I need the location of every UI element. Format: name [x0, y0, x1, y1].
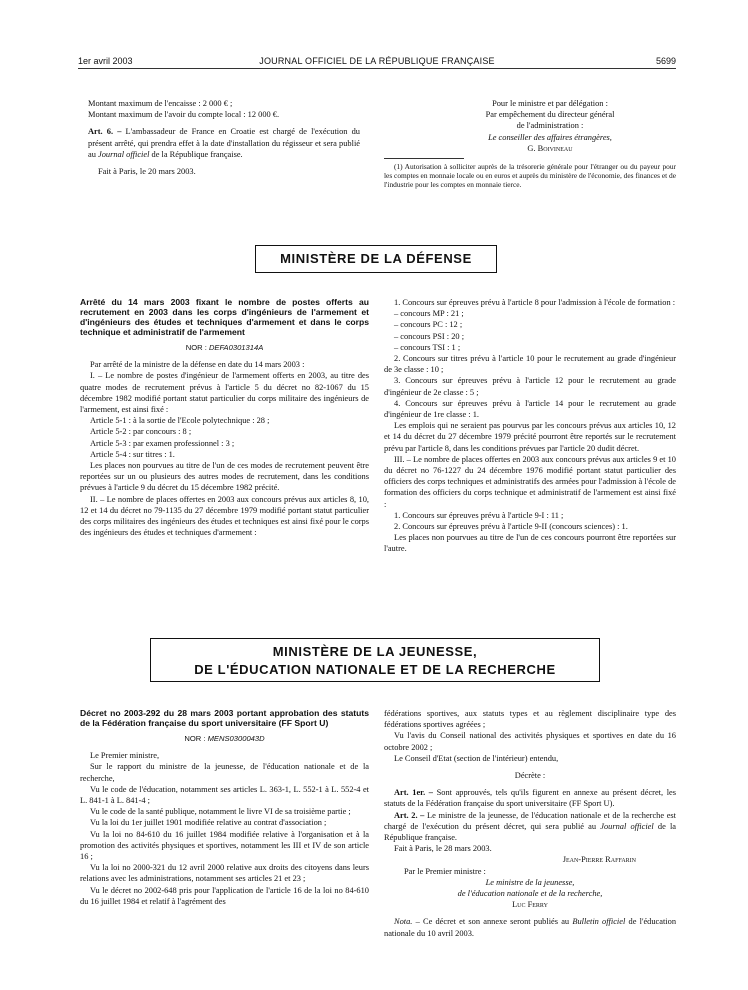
article-6-jo: Journal officiel — [98, 149, 150, 159]
defense-paragraph: Par arrêté de la ministre de la défense en date du 14 mars 2003 : — [90, 360, 305, 370]
education-right-column — [384, 708, 676, 939]
top-right-column — [384, 98, 676, 189]
ministry-education-line-2: DE L'ÉDUCATION NATIONALE ET DE LA RECHERCHE — [194, 662, 556, 677]
article-2 — [384, 810, 676, 844]
education-nor — [80, 733, 369, 744]
header-journal-title: JOURNAL OFFICIEL DE LA RÉPUBLIQUE FRANÇAISE — [259, 56, 495, 66]
article-6-end: de la République française. — [149, 149, 243, 159]
education-paragraph: Vu le code de l'éducation, notamment ses articles L. 363-1, L. 552-1 à L. 552-4 et L. 841-1 à L. 841-4 ; — [80, 784, 369, 806]
education-nor-label: NOR : — [184, 734, 208, 743]
education-paragraph: Le Conseil d'Etat (section de l'intérieur) entendu, — [394, 753, 559, 763]
fait-paris-28: Fait à Paris, le 28 mars 2003. — [394, 844, 492, 854]
nota-text: – Ce décret et son annexe seront publiés au — [412, 917, 573, 927]
article-2-jo: Journal officiel — [600, 821, 654, 831]
page-header — [78, 56, 676, 69]
nota — [384, 916, 676, 938]
ministry-education-line-1: MINISTÈRE DE LA JEUNESSE, — [272, 644, 478, 659]
signer-ferry: Luc Ferry — [512, 900, 548, 910]
defense-arrete-title: Arrêté du 14 mars 2003 fixant le nombre de postes offerts au recrutement en 2003 dans les corps d'ingénieurs de l'armement et d'ingénieurs des études et techniques d'armement et dans le corps technique et administratif de l'armement — [80, 297, 369, 337]
defense-paragraph: Article 5-4 : sur titres : 1. — [90, 449, 175, 459]
par-premier-ministre: Par le Premier ministre : — [404, 866, 486, 876]
education-paragraph: Vu le code de la santé publique, notamment le livre VI de sa troisième partie ; — [90, 807, 351, 817]
signature-line-1: Pour le ministre et par délégation : — [492, 99, 608, 108]
defense-paragraph: III. – Le nombre de places offertes en 2003 aux concours prévus aux articles 9 et 10 du décret no 76-1227 du 24 décembre 1976 modifié portant statut particulier des officiers des corps techniques et administratifs des armées pour l'admission à l'école de formation des officiers du corps technique et administratif de l'armement est ainsi fixé : — [384, 454, 676, 509]
defense-paragraph: Article 5-2 : par concours : 8 ; — [90, 427, 192, 437]
defense-right-column — [384, 297, 676, 555]
decrete-heading: Décrète : — [514, 771, 546, 781]
article-6 — [88, 126, 360, 160]
defense-nor-label: NOR : — [185, 343, 209, 352]
defense-paragraph: 1. Concours sur épreuves prévu à l'article 8 pour l'admission à l'école de formation : — [394, 298, 676, 307]
defense-list-item: – concours TSI : 1 ; — [394, 342, 461, 352]
nota-end: de l'éducation nationale du 10 avril 2003. — [384, 917, 677, 938]
education-paragraph: Vu la loi no 84-610 du 16 juillet 1984 modifiée relative à l'organisation et à la promotion des activités physiques et sportives, notamment les III et IV de son article 16 ; — [80, 829, 369, 862]
minister-title-2: de l'éducation nationale et de la recherche, — [457, 889, 603, 899]
defense-paragraph: Les places non pourvues au titre de l'un de ces concours pourront être reportées sur l'autre. — [384, 533, 676, 554]
defense-paragraph: Les places non pourvues au titre de l'un de ces modes de recrutement peuvent être reportées sur un ou plusieurs des autres modes de recrutement, dans les conditions prévues à l'article 9 du décret du 15 décembre 1982 précité. — [80, 461, 369, 493]
header-page-number: 5699 — [655, 56, 676, 66]
article-2-end: de la République française. — [384, 821, 677, 843]
education-paragraph: Sur le rapport du ministre de la jeunesse, de l'éducation nationale et de la recherche, — [80, 762, 369, 783]
article-1 — [384, 787, 676, 809]
defense-paragraph: 3. Concours sur épreuves prévu à l'article 12 pour le recrutement au grade d'ingénieur de 2e classe : 5 ; — [384, 376, 676, 397]
header-date: 1er avril 2003 — [78, 56, 133, 66]
defense-paragraph: II. – Le nombre de places offertes en 2003 aux concours prévus aux articles 8, 10, 12 et 14 du décret no 79-1135 du 27 décembre 1979 modifié portant statut particulier des corps militaires des ingénieurs des études et techniques est ainsi fixé pour le corps des ingénieurs des études et techniques d'armement : — [80, 494, 369, 538]
education-paragraph: Vu l'avis du Conseil national des activités physiques et sportives en date du 16 octobre 2002 ; — [384, 731, 676, 752]
signer-raffarin: Jean-Pierre Raffarin — [562, 855, 636, 865]
ministry-education-heading — [150, 638, 600, 682]
fait-paris-20: Fait à Paris, le 20 mars 2003. — [98, 167, 196, 177]
defense-paragraph: 1. Concours sur épreuves prévu à l'article 9-I : 11 ; — [394, 510, 564, 520]
minister-title-1: Le ministre de la jeunesse, — [485, 877, 575, 887]
defense-paragraph: Les emplois qui ne seraient pas pourvus par les concours prévus aux articles 10, 12 et 14 du décret du 27 décembre 1979 précité pourront être reportés sur le recrutement prévu par l'article 8, dans les conditions prévues par l'article 20 dudit décret. — [384, 421, 676, 453]
nota-bulletin: Bulletin officiel — [572, 917, 626, 927]
article-6-label: Art. 6. – — [88, 127, 122, 137]
education-decret-title: Décret no 2003-292 du 28 mars 2003 portant approbation des statuts de la Fédération française du sport universitaire (FF Sport U) — [80, 708, 369, 728]
nota-label: Nota. — [394, 917, 413, 927]
defense-left-column — [80, 297, 369, 538]
footnote: (1) Autorisation à solliciter auprès de la trésorerie générale pour l'étranger ou du payeur pour les comptes en monnaie locale ou en euros et auprès du ministère de l'économie, des finances et de l'industrie pour les comptes en monnaie tierce. — [384, 162, 676, 190]
signature-line-3: de l'administration : — [516, 121, 584, 131]
defense-paragraph: 2. Concours sur épreuves prévu à l'article 9-II (concours sciences) : 1. — [394, 522, 628, 532]
footnote-rule — [384, 158, 464, 159]
defense-nor — [80, 342, 369, 353]
education-paragraph: Vu la loi du 1er juillet 1901 modifiée relative au contrat d'association ; — [90, 818, 327, 828]
defense-list-item: – concours PSI : 20 ; — [394, 331, 465, 341]
education-paragraph: Vu le décret no 2002-648 pris pour l'application de l'article 16 de la loi no 84-610 du 16 juillet 1984 et relatif à l'agrément des — [80, 885, 369, 906]
article-6-text: L'ambassadeur de France en Croatie est chargé de l'exécution du présent arrêté, qui prendra effet à la date d'installation du régisseur et sera publié au — [88, 127, 360, 159]
signature-name: G. Boivineau — [527, 143, 573, 153]
signature-line-2: Par empêchement du directeur général — [485, 110, 615, 120]
defense-paragraph: Article 5-3 : par examen professionnel : 3 ; — [90, 438, 235, 448]
top-left-column — [88, 98, 360, 177]
defense-nor-value: DEFA0301314A — [208, 343, 264, 352]
education-nor-value: MENS0300043D — [207, 734, 265, 743]
defense-paragraph: 4. Concours sur épreuves prévu à l'article 14 pour le recrutement au grade d'ingénieur de 1re classe : 1. — [384, 398, 676, 420]
education-paragraph: Le Premier ministre, — [90, 751, 160, 761]
defense-list-item: – concours MP : 21 ; — [394, 309, 464, 319]
education-paragraph: Vu la loi no 2000-321 du 12 avril 2000 relative aux droits des citoyens dans leurs relations avec les administrations, notamment ses articles 21 et 23 ; — [80, 863, 369, 884]
defense-paragraph: Article 5-1 : à la sortie de l'Ecole polytechnique : 28 ; — [90, 416, 270, 426]
education-paragraph: fédérations sportives, aux statuts types et au règlement disciplinaire type des fédérations sportives agréées ; — [384, 709, 676, 730]
article-1-text: Sont approuvés, tels qu'ils figurent en annexe au présent décret, les statuts de la Fédération française du sport universitaire (FF Sport U). — [384, 788, 677, 809]
defense-paragraph: I. – Le nombre de postes d'ingénieur de l'armement offerts en 2003, au titre des quatre modes de recrutement prévus à l'article 5 du décret no 82-1067 du 15 décembre 1982 modifié portant statut particulier du corps militaire des ingénieurs de l'armement, est ainsi fixé : — [80, 371, 369, 415]
article-1-label: Art. 1er. – — [394, 788, 433, 798]
defense-paragraph: 2. Concours sur titres prévu à l'article 10 pour le recrutement au grade d'ingénieur de 3e classe : 10 ; — [384, 354, 676, 375]
article-2-label: Art. 2. – — [394, 810, 425, 820]
avoir-line: Montant maximum de l'avoir du compte local : 12 000 €. — [88, 110, 280, 120]
article-2-text: Le ministre de la jeunesse, de l'éducation nationale et de la recherche est chargé de l'exécution du présent décret, qui sera publié au — [384, 810, 676, 831]
encaisse-line: Montant maximum de l'encaisse : 2 000 € ; — [88, 99, 233, 108]
education-left-column — [80, 708, 369, 907]
ministry-defense-heading: MINISTÈRE DE LA DÉFENSE — [255, 245, 497, 273]
signature-line-4: Le conseiller des affaires étrangères, — [488, 132, 612, 142]
defense-list-item: – concours PC : 12 ; — [394, 320, 463, 330]
